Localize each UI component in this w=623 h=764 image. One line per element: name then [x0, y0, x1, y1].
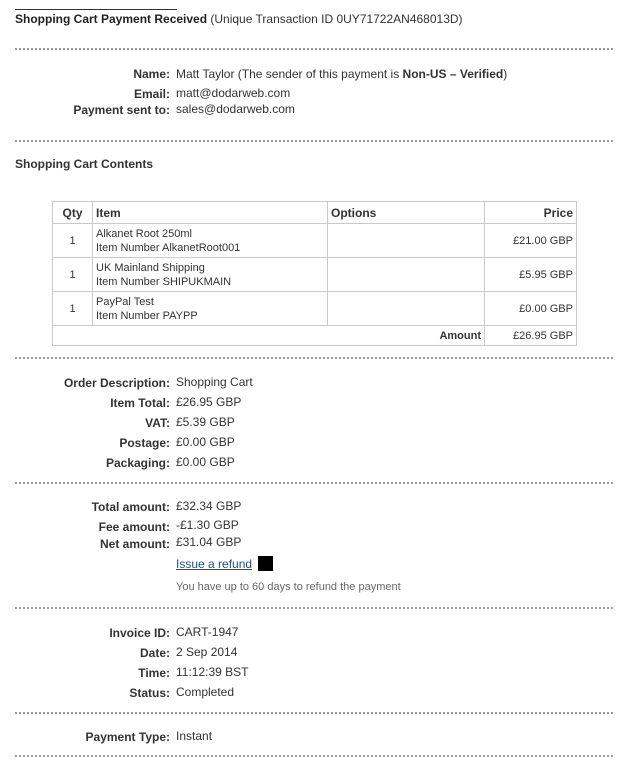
item-options [328, 224, 485, 258]
date-value: 2 Sep 2014 [176, 645, 238, 659]
divider [15, 48, 613, 50]
time-value: 11:12:39 BST [176, 665, 249, 679]
sent-to-label: Payment sent to: [73, 103, 170, 117]
item-name: Alkanet Root 250ml [96, 227, 192, 240]
payment-type-label: Payment Type: [85, 730, 170, 744]
options-header: Options [328, 202, 485, 224]
refund-note: You have up to 60 days to refund the payment [176, 581, 401, 593]
title-bold: Shopping Cart Payment Received [15, 12, 208, 26]
vat-value: £5.39 GBP [176, 415, 235, 429]
redacted-block [258, 556, 273, 571]
net-amount-value: £31.04 GBP [176, 535, 242, 549]
table-row [53, 258, 577, 292]
table-row [53, 224, 577, 258]
amount-row [53, 326, 577, 346]
name-value [176, 67, 507, 81]
item-cell [93, 224, 328, 258]
divider [15, 607, 613, 609]
net-amount-label: Net amount: [100, 537, 170, 551]
invoice-id-value: CART-1947 [176, 625, 239, 639]
page-title [15, 12, 463, 26]
cart-section-title: Shopping Cart Contents [15, 157, 153, 171]
email-label: Email: [133, 87, 170, 101]
fee-amount-value: -£1.30 GBP [176, 518, 239, 532]
item-name: UK Mainland Shipping [96, 261, 205, 274]
sent-to-value: sales@dodarweb.com [176, 102, 295, 116]
date-label: Date: [139, 646, 170, 660]
item-name: PayPal Test [96, 295, 154, 308]
vat-label: VAT: [145, 416, 170, 430]
item-options [328, 258, 485, 292]
item-number: Item Number AlkanetRoot001 [96, 241, 241, 254]
price-header: Price [485, 202, 577, 224]
table-header-row [53, 202, 577, 224]
status-value: Completed [176, 685, 235, 699]
amount-label: Amount [53, 326, 485, 346]
item-number: Item Number PAYPP [96, 309, 198, 322]
postage-value: £0.00 GBP [176, 435, 235, 449]
divider [15, 755, 613, 757]
name-label: Name: [133, 67, 170, 81]
divider [15, 140, 613, 142]
packaging-label: Packaging: [105, 456, 170, 470]
item-total-label: Item Total: [110, 396, 170, 410]
item-header: Item [93, 202, 328, 224]
sender-name: Matt Taylor [176, 67, 235, 81]
item-price: £21.00 GBP [485, 224, 577, 258]
item-cell [93, 258, 328, 292]
divider [15, 357, 613, 359]
item-cell [93, 292, 328, 326]
email-value: matt@dodarweb.com [176, 86, 291, 100]
item-qty: 1 [53, 258, 93, 292]
sender-status: Non-US – Verified [402, 67, 504, 81]
divider [15, 712, 613, 714]
time-label: Time: [138, 666, 170, 680]
transaction-id: (Unique Transaction ID 0UY71722AN468013D) [207, 12, 463, 26]
top-rule [15, 9, 177, 10]
issue-refund-link[interactable]: Issue a refund [176, 557, 253, 571]
total-amount-label: Total amount: [91, 500, 170, 514]
invoice-id-label: Invoice ID: [109, 626, 170, 640]
fee-amount-label: Fee amount: [98, 520, 170, 534]
order-description-label: Order Description: [63, 376, 170, 390]
order-description-value: Shopping Cart [176, 375, 253, 389]
divider [15, 482, 613, 484]
item-qty: 1 [53, 224, 93, 258]
total-amount-value: £32.34 GBP [176, 499, 242, 513]
postage-label: Postage: [119, 436, 170, 450]
item-options [328, 292, 485, 326]
status-label: Status: [129, 686, 170, 700]
qty-header: Qty [53, 202, 93, 224]
sender-status-prefix: (The sender of this payment is [234, 67, 403, 81]
sender-status-suffix: ) [503, 67, 508, 81]
table-row [53, 292, 577, 326]
item-price: £0.00 GBP [485, 292, 577, 326]
item-total-value: £26.95 GBP [176, 395, 242, 409]
item-number: Item Number SHIPUKMAIN [96, 275, 232, 288]
item-price: £5.95 GBP [485, 258, 577, 292]
amount-value: £26.95 GBP [485, 326, 577, 346]
cart-table [52, 201, 577, 346]
payment-type-value: Instant [176, 729, 213, 743]
packaging-value: £0.00 GBP [176, 455, 235, 469]
item-qty: 1 [53, 292, 93, 326]
